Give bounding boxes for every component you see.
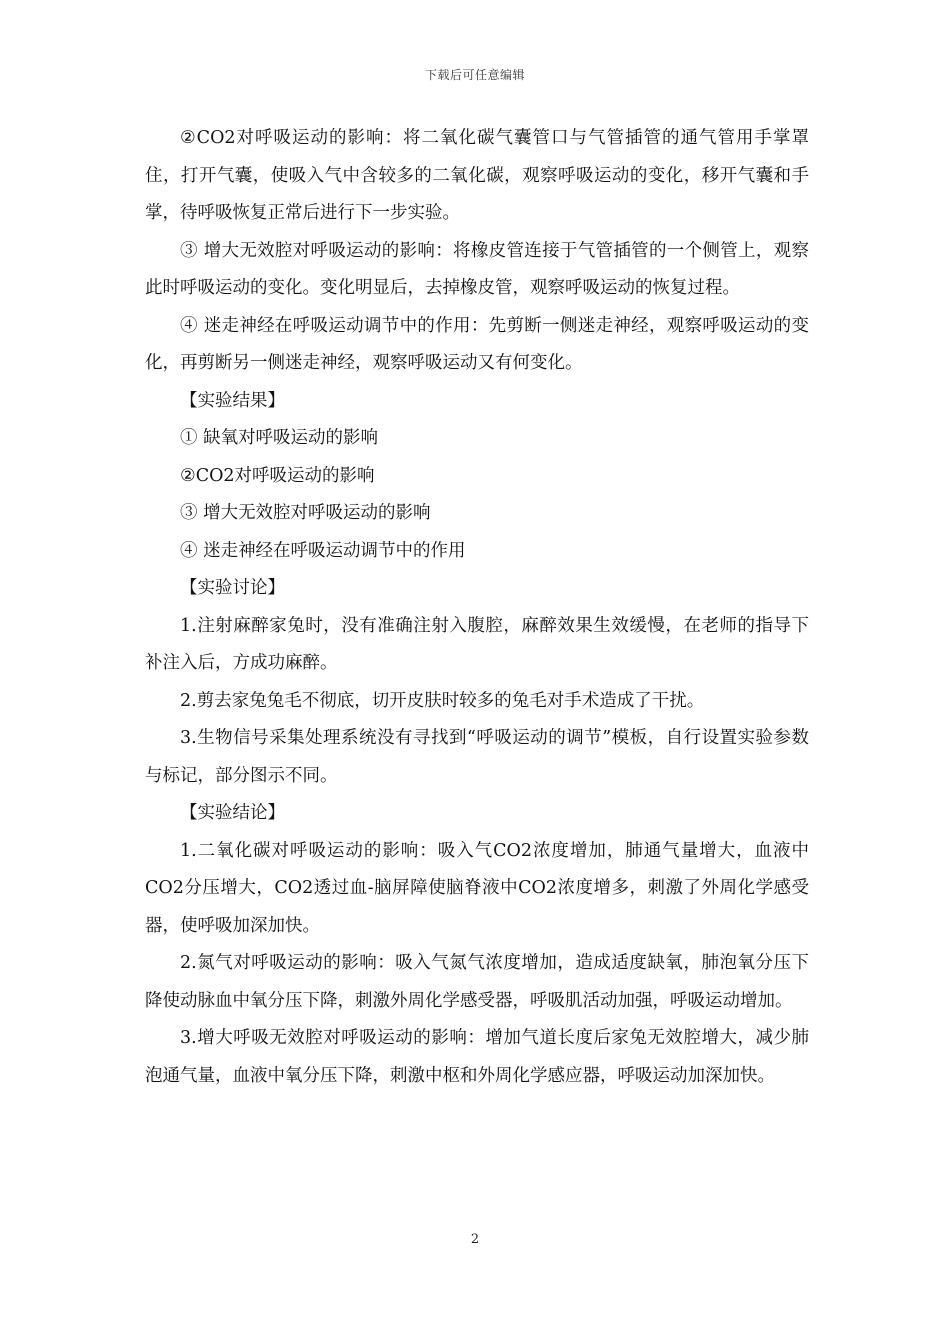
discussion-item-1: 1.注射麻醉家兔时，没有准确注射入腹腔，麻醉效果生效缓慢，在老师的指导下补注入后，方成功麻醉。	[145, 615, 809, 673]
conclusion-item-2: 2.氮气对呼吸运动的影响：吸入气氮气浓度增加，造成适度缺氧，肺泡氧分压下降使动脉血中氧分压下降，刺激外周化学感受器，呼吸肌活动加强，呼吸运动增加。	[145, 953, 809, 1011]
section-heading-conclusion: 【实验结论】	[180, 803, 285, 823]
paragraph-vagus-method: ④ 迷走神经在呼吸运动调节中的作用：先剪断一侧迷走神经，观察呼吸运动的变化，再剪断另一侧迷走神经，观察呼吸运动又有何变化。	[145, 315, 809, 373]
paragraph-co2-method: ②CO2对呼吸运动的影响：将二氧化碳气囊管口与气管插管的通气管用手掌罩住，打开气囊，使吸入气中含较多的二氧化碳，观察呼吸运动的变化，移开气囊和手掌，待呼吸恢复正常后进行下一步实验。	[145, 128, 809, 223]
section-heading-results: 【实验结果】	[180, 390, 285, 411]
paragraph-dead-space-method: ③ 增大无效腔对呼吸运动的影响：将橡皮管连接于气管插管的一个侧管上，观察此时呼吸运动的变化。变化明显后，去掉橡皮管，观察呼吸运动的恢复过程。	[145, 240, 809, 298]
page-header: 下载后可任意编辑	[424, 68, 525, 82]
page-number: 2	[470, 1232, 480, 1247]
result-item-hypoxia: ① 缺氧对呼吸运动的影响	[180, 428, 379, 448]
section-heading-discussion: 【实验讨论】	[180, 578, 285, 598]
result-item-dead-space: ③ 增大无效腔对呼吸运动的影响	[180, 503, 431, 523]
conclusion-item-1: 1.二氧化碳对呼吸运动的影响：吸入气CO2浓度增加，肺通气量增大，血液中CO2分压增大，CO2透过血-脑屏障使脑脊液中CO2浓度增多，刺激了外周化学感受器，使呼吸加深加快。	[145, 840, 809, 936]
discussion-item-3: 3.生物信号采集处理系统没有寻找到“呼吸运动的调节”模板，自行设置实验参数与标记，部分图示不同。	[145, 728, 809, 786]
document-body	[145, 120, 809, 1095]
conclusion-item-3: 3.增大呼吸无效腔对呼吸运动的影响：增加气道长度后家兔无效腔增大，减少肺泡通气量，血液中氧分压下降，刺激中枢和外周化学感应器，呼吸运动加深加快。	[145, 1028, 809, 1086]
result-item-co2: ②CO2对呼吸运动的影响	[180, 465, 375, 486]
discussion-item-2: 2.剪去家兔兔毛不彻底，切开皮肤时较多的兔毛对手术造成了干扰。	[180, 690, 705, 711]
result-item-vagus: ④ 迷走神经在呼吸运动调节中的作用	[180, 540, 466, 561]
